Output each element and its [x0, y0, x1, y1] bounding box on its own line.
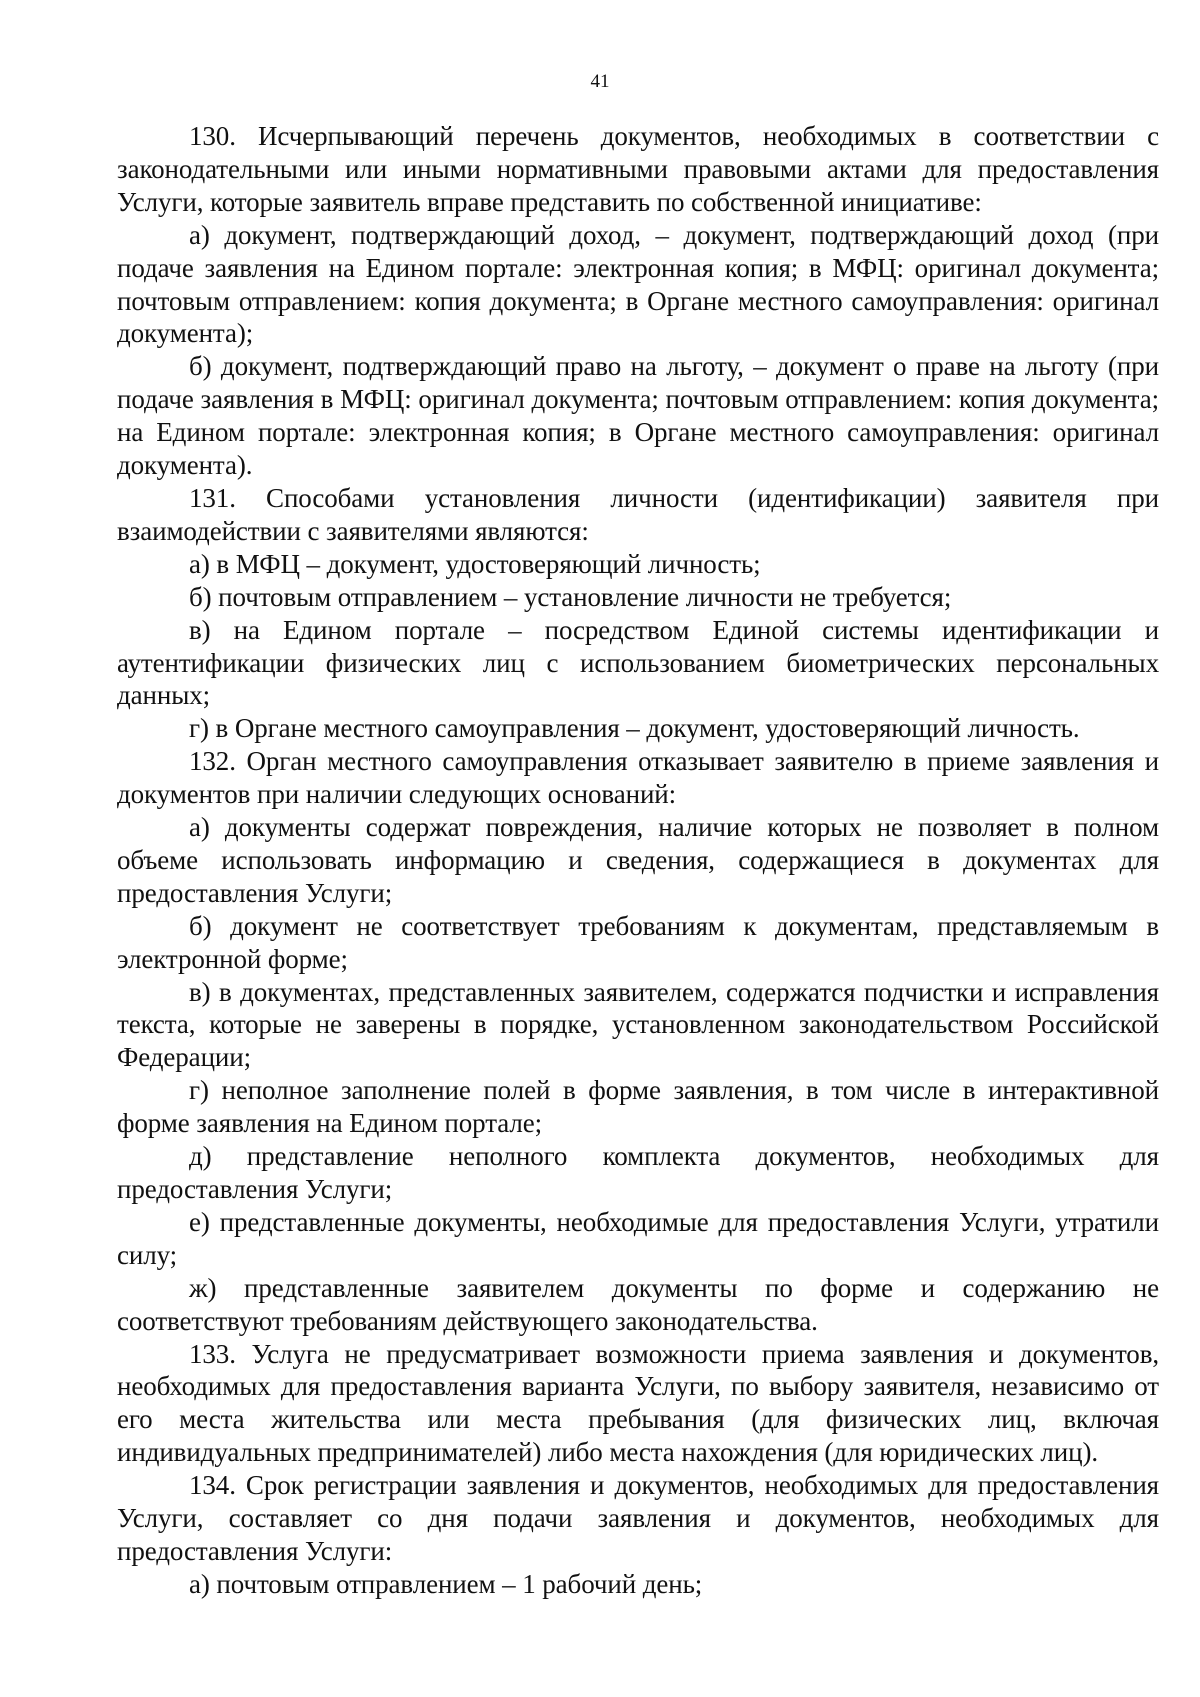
list-item-130-b: б) документ, подтверждающий право на льготу, – документ о праве на льготу (при подаче заявления в МФЦ: оригинал документа; почтовым отправлением: копия документа; на Едином портале: электронная копия; в Органе местного самоуправления: оригинал документа). — [117, 351, 1159, 481]
list-item-131-g: г) в Органе местного самоуправления – документ, удостоверяющий личность. — [189, 713, 1080, 744]
paragraph-132: 132. Орган местного самоуправления отказывает заявителю в приеме заявления и документов при наличии следующих оснований: — [117, 746, 1159, 810]
list-item-132-d: д) представление неполного комплекта документов, необходимых для предоставления Услуги; — [117, 1141, 1159, 1204]
paragraph-134: 134. Срок регистрации заявления и документов, необходимых для предоставления Услуги, составляет со дня подачи заявления и документов, необходимых для предоставления Услуги: — [117, 1470, 1159, 1566]
paragraph-130: 130. Исчерпывающий перечень документов, необходимых в соответствии с законодательными или иными нормативными правовыми актами для предоставления Услуги, которые заявитель вправе представить по собственной инициативе: — [117, 121, 1159, 217]
list-item-132-v: в) в документах, представленных заявителем, содержатся подчистки и исправления текста, которые не заверены в порядке, установленном законодательством Российской Федерации; — [117, 976, 1159, 1073]
document-body — [117, 120, 1159, 1601]
list-item-131-v: в) на Едином портале – посредством Единой системы идентификации и аутентификации физических лиц с использованием биометрических персональных данных; — [117, 614, 1159, 711]
paragraph-131: 131. Способами установления личности (идентификации) заявителя при взаимодействии с заявителями являются: — [117, 482, 1159, 546]
list-item-132-zh: ж) представленные заявителем документы по форме и содержанию не соответствуют требованиям действующего законодательства. — [117, 1272, 1159, 1336]
page-number: 41 — [590, 71, 610, 92]
list-item-131-a: а) в МФЦ – документ, удостоверяющий личность; — [189, 548, 761, 579]
list-item-132-e: е) представленные документы, необходимые для предоставления Услуги, утратили силу; — [117, 1206, 1159, 1270]
list-item-131-b: б) почтовым отправлением – установление личности не требуется; — [189, 581, 952, 612]
list-item-132-b: б) документ не соответствует требованиям к документам, представляемым в электронной форме; — [117, 910, 1159, 974]
list-item-130-a: а) документ, подтверждающий доход, – документ, подтверждающий доход (при подаче заявления на Едином портале: электронная копия; в МФЦ: оригинал документа; почтовым отправлением: копия документа; в Органе местного самоуправления: оригинал документа); — [117, 219, 1159, 349]
list-item-134-a: а) почтовым отправлением – 1 рабочий день; — [189, 1568, 703, 1599]
paragraph-133: 133. Услуга не предусматривает возможности приема заявления и документов, необходимых для предоставления варианта Услуги, по выбору заявителя, независимо от его места жительства или места пребывания (для физических лиц, включая индивидуальных предпринимателей) либо места нахождения (для юридических лиц). — [117, 1338, 1159, 1468]
list-item-132-g: г) неполное заполнение полей в форме заявления, в том числе в интерактивной форме заявления на Едином портале; — [117, 1075, 1159, 1139]
list-item-132-a: а) документы содержат повреждения, наличие которых не позволяет в полном объеме использовать информацию и сведения, содержащиеся в документах для предоставления Услуги; — [117, 812, 1159, 908]
